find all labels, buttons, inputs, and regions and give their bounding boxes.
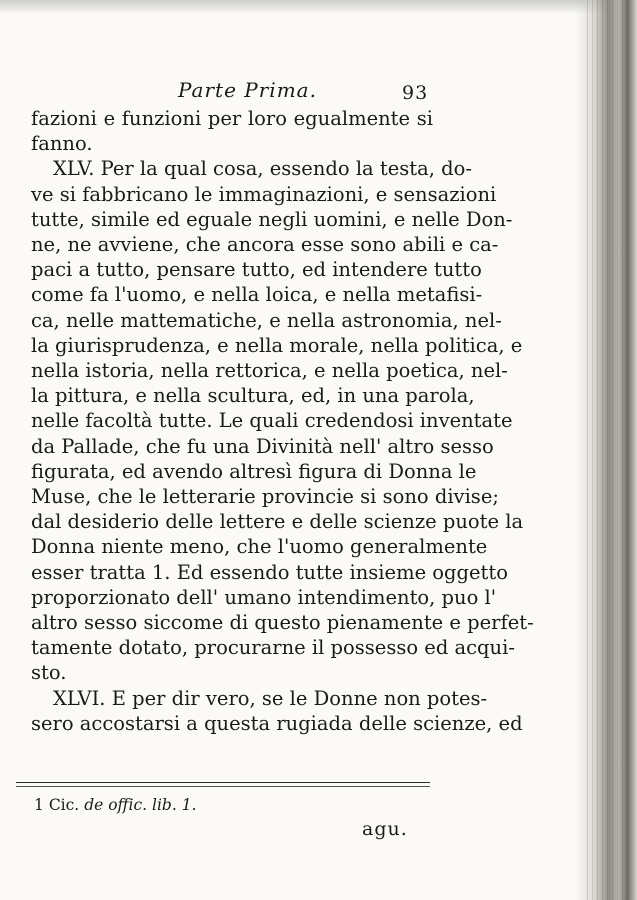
text-line: figurata, ed avendo altresì figura di Donna le	[31, 459, 477, 483]
text-line: ne, ne avviene, che ancora esse sono abili e ca-	[31, 233, 499, 257]
text-line: nella istoria, nella rettorica, e nella poetica, nel-	[31, 359, 508, 383]
text-line: ve si fabbricano le immaginazioni, e sensazioni	[31, 182, 497, 206]
text-line: Donna niente meno, che l'uomo generalmente	[31, 535, 488, 559]
text-line: tamente dotato, procurarne il possesso ed acqui-	[31, 636, 515, 660]
footnote-citation: de offic. lib. 1.	[84, 796, 197, 814]
text-line: esser tratta 1. Ed essendo tutte insieme oggetto	[31, 560, 508, 584]
page-edge-texture	[587, 0, 631, 900]
page-number: 93	[402, 82, 429, 104]
text-line: la giurisprudenza, e nella morale, nella politica, e	[31, 333, 523, 357]
text-line: dal desiderio delle lettere e delle scienze puote la	[31, 510, 524, 534]
paragraph-start-xlv: XLV. Per la qual cosa, essendo la testa, do-	[53, 157, 472, 181]
text-line: altro sesso siccome di questo pienamente e perfet-	[31, 611, 534, 635]
text-line: ca, nelle mattematiche, e nella astronomia, nel-	[31, 308, 502, 332]
text-line: tutte, simile ed eguale negli uomini, e nelle Don-	[31, 207, 513, 231]
text-line: paci a tutto, pensare tutto, ed intendere tutto	[31, 258, 482, 282]
text-line: Muse, che le letterarie provincie si sono divise;	[31, 485, 499, 509]
text-line: come fa l'uomo, e nella loica, e nella metafisi-	[31, 283, 483, 307]
text-line: proporzionato dell' umano intendimento, puo l'	[31, 585, 497, 609]
text-line: sero accostarsi a questa rugiada delle scienze, ed	[31, 711, 523, 735]
text-line: sto.	[31, 661, 67, 685]
paragraph-start-xlvi: XLVI. E per dir vero, se le Donne non potes-	[53, 686, 488, 710]
text-line: nelle facoltà tutte. Le quali credendosi inventate	[31, 409, 513, 433]
footnote-marker: 1	[34, 796, 44, 814]
text-line: fazioni e funzioni per loro egualmente si	[31, 107, 433, 130]
body-text	[31, 106, 534, 736]
running-title: Parte Prima.	[178, 78, 317, 102]
text-line: da Pallade, che fu una Divinità nell' altro sesso	[31, 434, 494, 458]
text-line: fanno.	[31, 132, 93, 156]
footnote-rule	[16, 782, 430, 783]
footnote	[34, 796, 197, 814]
catchword: agu.	[362, 818, 408, 840]
page-top-shadow	[0, 0, 637, 14]
footnote-text: Cic.	[48, 796, 80, 814]
footnote-rule-thin	[16, 786, 430, 787]
text-line: la pittura, e nella scultura, ed, in una parola,	[31, 384, 475, 408]
